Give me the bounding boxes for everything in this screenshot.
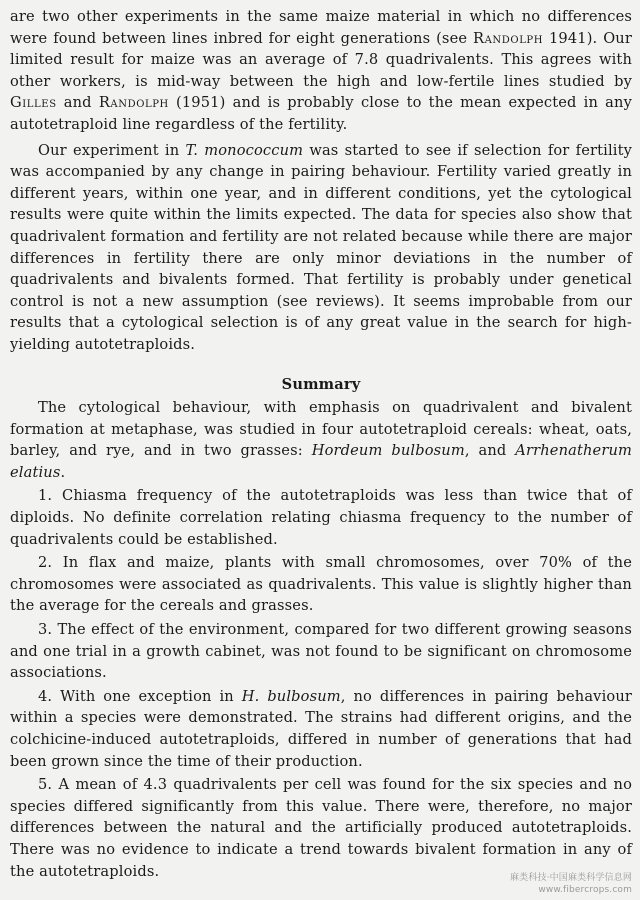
species-name: Hordeum bulbosum xyxy=(311,442,465,460)
species-name: Arrhenatherum elatius xyxy=(10,442,632,481)
watermark-title: 麻类科技·中国麻类科学信息网 xyxy=(510,873,632,883)
summary-item-5: 5. A mean of 4.3 quadrivalents per cell was found for the six species and no species differed significantly from this value. There were, therefore, no major differences between the natural and the artificially produced autotetraploids. There was no evidence to indicate a trend towards bivalent formation in any of the autotetraploids. xyxy=(10,776,632,880)
site-watermark xyxy=(510,872,632,896)
author-citation: Randolph xyxy=(98,94,169,112)
paragraph-maize: are two other experiments in the same maize material in which no differences were found between lines inbred for eight generations (see Randolph 1941). Our limited result for maize was an average of 7.8 quadrivalents. This agrees with other workers, is mid-way between the high and low-fertile lines studied by Gilles and Randolph (1951) and is probably close to the mean expected in any autotetraploid line regardless of the fertility. xyxy=(10,8,632,133)
species-name: H. bulbosum xyxy=(241,687,341,705)
summary-item-2: 2. In flax and maize, plants with small chromosomes, over 70% of the chromosomes were associated as quadrivalents. This value is slightly higher than the average for the cereals and grasses. xyxy=(10,554,632,615)
section-heading-summary: Summary xyxy=(281,375,361,393)
summary-intro: The cytological behaviour, with emphasis on quadrivalent and bivalent formation at metaphase, was studied in four autotetraploid cereals: wheat, oats, barley, and rye, and in two grasses: Hordeum bulbosum, and Arrhenatherum elatius. xyxy=(10,399,632,481)
summary-item-3: 3. The effect of the environment, compared for two different growing seasons and one trial in a growth cabinet, was not found to be significant on chromosome associations. xyxy=(10,621,632,682)
author-citation: Gilles xyxy=(10,94,57,112)
summary-item-4: 4. With one exception in H. bulbosum, no differences in pairing behaviour within a species were demonstrated. The strains had different origins, and the colchicine-induced autotetraploids, differed in number of generations that had been grown since the time of their production. xyxy=(10,687,633,770)
species-name: T. monococcum xyxy=(185,141,304,159)
watermark-url: www.fibercrops.com xyxy=(538,885,632,895)
author-citation: Randolph xyxy=(473,29,544,47)
summary-item-1: 1. Chiasma frequency of the autotetraploids was less than twice that of diploids. No definite correlation relating chiasma frequency to the number of quadrivalents could be established. xyxy=(10,487,632,548)
paragraph-monococcum: Our experiment in T. monococcum was started to see if selection for fertility was accompanied by any change in pairing behaviour. Fertility varied greatly in different years, within one year, and in different conditions, yet the cytological results were quite within the limits expected. The data for species also show that quadrivalent formation and fertility are not related because while there are major differences in fertility there are only minor deviations in the number of quadrivalents and bivalents formed. That fertility is probably under genetical control is not a new assumption (see reviews). It seems improbable from our results that a cytological selection is of any great value in the search for high-yielding autotetraploids. xyxy=(10,141,632,353)
